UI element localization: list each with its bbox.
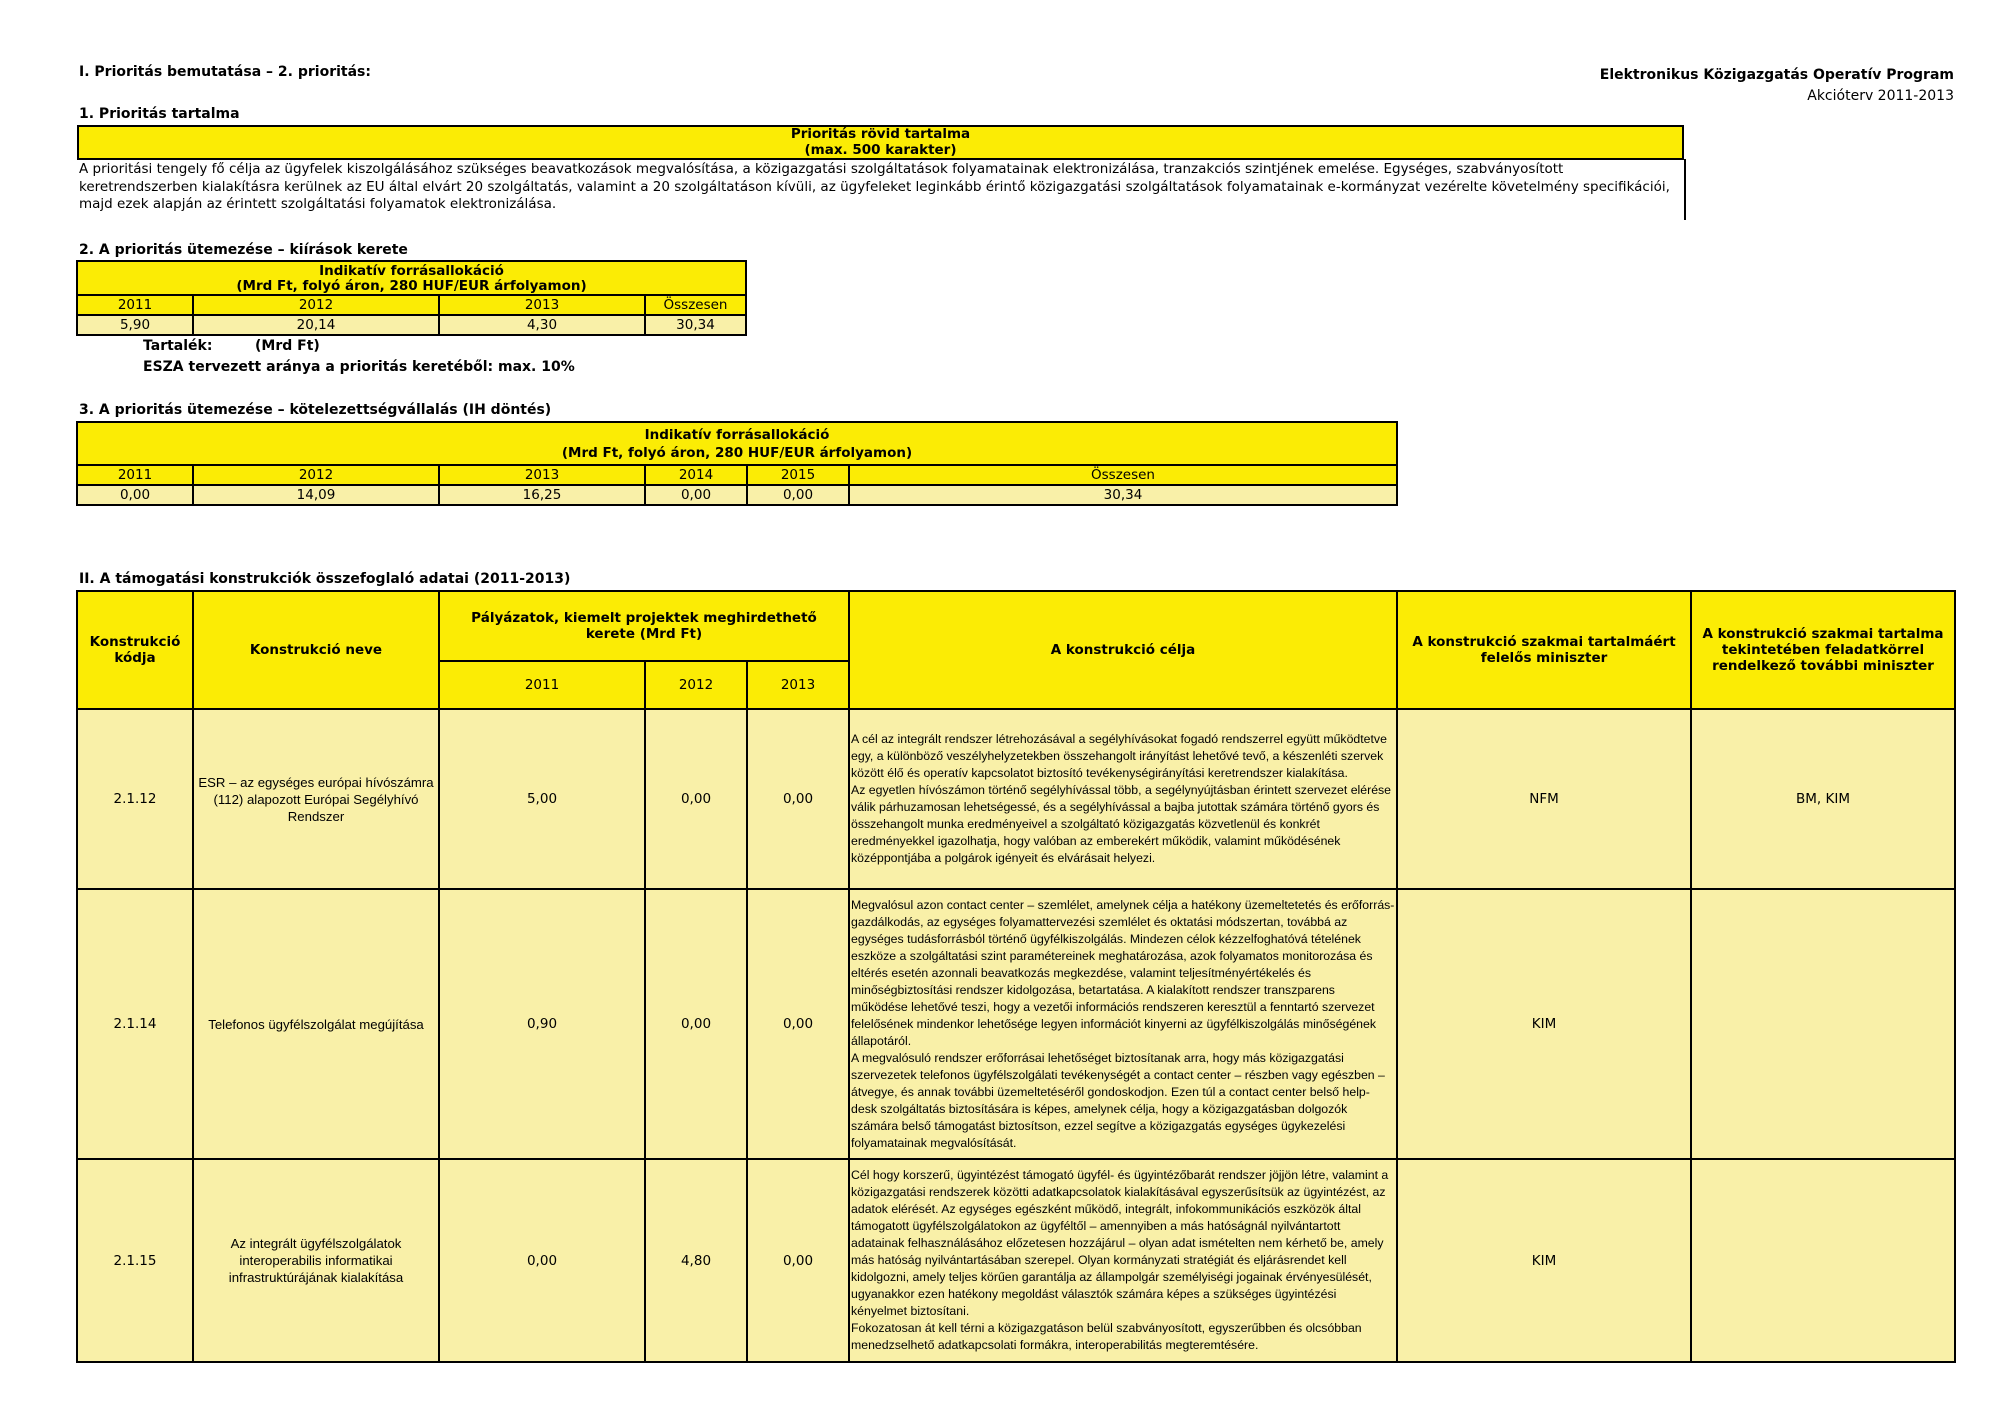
- row-value-2012: 4,80: [645, 1159, 747, 1362]
- header-cell: 2013: [439, 295, 645, 315]
- header-other-minister: A konstrukció szakmai tartalma tekintetében feladatkörrel rendelkező további miniszter: [1691, 591, 1955, 709]
- allocation-table-3: [76, 421, 1398, 506]
- value-cell: 30,34: [645, 315, 746, 335]
- row-goal: Cél hogy korszerű, ügyintézést támogató ügyfél- és ügyintézőbarát rendszer jöjjön létre, valamint a közigazgatási rendszerek közötti adatkapcsolatok kialakításával egyszerűsítsük az ügyintézést, az adatok elérését. Az egységes egészként működő, integrált, infokommunikációs eszközök által támogatott ügyfélszolgálatokon az ügyféltől – amennyiben a más hatóságnál nyilvántartott adatainak felhasználásához előzetesen hozzájárul – olyan adat ismételten nem kérhető be, amely más hatóság nyilvántartásában szerepel. Olyan kormányzati stratégiát és eljárásrendet kell kidolgozni, amely teljes körűen garantálja az állampolgár személyiségi jogainak érvényesülését, ugyanakkor ezen hatékony megoldást választók számára képes a szükséges ügyintézési kényelmet biztosítani. Fokozatosan át kell térni a közigazgatáson belül szabványosított, egyszerűbben és olcsóbban menedzselhető adatkapcsolati formákra, interoperabilitás megteremtésére.: [849, 1159, 1397, 1362]
- header-cell: 2015: [747, 465, 849, 485]
- row-value-2013: 0,00: [747, 709, 849, 889]
- row-value-2012: 0,00: [645, 889, 747, 1159]
- header-cell: 2014: [645, 465, 747, 485]
- row-value-2011: 0,00: [439, 1159, 645, 1362]
- reserve-unit: (Mrd Ft): [255, 338, 320, 354]
- value-cell: 5,90: [77, 315, 193, 335]
- value-cell: 30,34: [849, 485, 1397, 505]
- row-minister: KIM: [1397, 1159, 1691, 1362]
- construction-table: [76, 590, 1956, 1363]
- row-value-2013: 0,00: [747, 889, 849, 1159]
- row-minister: NFM: [1397, 709, 1691, 889]
- header-year-2013: 2013: [747, 661, 849, 709]
- allocation-table-2: [76, 260, 747, 336]
- value-cell: 20,14: [193, 315, 439, 335]
- allocation-table-3-header-row: [77, 465, 1397, 485]
- row-code: 2.1.12: [77, 709, 193, 889]
- value-cell: 0,00: [77, 485, 193, 505]
- header-cell: 2012: [193, 295, 439, 315]
- header-cell: 2013: [439, 465, 645, 485]
- header-cell: Összesen: [645, 295, 746, 315]
- row-other-minister: BM, KIM: [1691, 709, 1955, 889]
- row-value-2012: 0,00: [645, 709, 747, 889]
- row-code: 2.1.14: [77, 889, 193, 1159]
- row-value-2011: 5,00: [439, 709, 645, 889]
- priority-text: A prioritási tengely fő célja az ügyfelek kiszolgálásához szükséges beavatkozások megvalósítása, a közigazgatási szolgáltatások folyamatainak elektronizálása, tranzakciós szintjének emelése. Egységes, szabványosított keretrendszerben kialakításra kerülnek az EU által elvárt 20 szolgáltatás, valamint a 20 szolgáltatáson kívüli, az ügyfeleket leginkább érintő közigazgatási szolgáltatások folyamatainak e-kormányzat vezérelte követelmény specifikációi, majd ezek alapján az érintett szolgáltatási folyamatok elektronizálása.: [79, 161, 1670, 212]
- row-minister: KIM: [1397, 889, 1691, 1159]
- row-other-minister: [1691, 1159, 1955, 1362]
- allocation-table-3-title: Indikatív forrásallokáció: [644, 426, 830, 443]
- section3-title: 3. A prioritás ütemezése – kötelezettségvállalás (IH döntés): [79, 402, 552, 418]
- action-plan: Akcióterv 2011-2013: [1807, 88, 1954, 104]
- header-minister: A konstrukció szakmai tartalmáért felelős miniszter: [1397, 591, 1691, 709]
- allocation-table-3-value-row: [77, 485, 1397, 505]
- section1-title: 1. Prioritás tartalma: [79, 106, 240, 122]
- value-cell: 4,30: [439, 315, 645, 335]
- row-other-minister: [1691, 889, 1955, 1159]
- header-cell: Összesen: [849, 465, 1397, 485]
- allocation-table-2-value-row: [77, 315, 746, 335]
- row-goal: Megvalósul azon contact center – szemlélet, amelynek célja a hatékony üzemeltetetés és erőforrás-gazdálkodás, az egységes folyamattervezési szemlélet és oktatási módszertan, továbbá az egységes tudásforrásból történő ügyfélkiszolgálás. Mindezen célok kézzelfoghatóvá tételének eszköze a szolgáltatási szint paramétereinek meghatározása, azok folyamatos monitorozása és eltérés esetén azonnali beavatkozás megkezdése, valamint teljesítményértékelés és minőségbiztosítási rendszer kidolgozása, betartatása. A kialakított rendszer transzparens működése lehetővé teszi, hogy a vezetői információs rendszeren keresztül a fenntartó szervezet felelősének mindenkor lehetősége legyen információt kinyerni az ügyfélkiszolgálás minőségének állapotáról. A megvalósuló rendszer erőforrásai lehetőséget biztosítanak arra, hogy más közigazgatási szervezetek telefonos ügyfélszolgálati tevékenységét a contact center – részben vagy egészben – átvegye, és annak további üzemeltetéséről gondoskodjon. Ezen túl a contact center belső help-desk szolgáltatás biztosítására is képes, amelynek célja, hogy a közigazgatásban dolgozók számára belső támogatást biztosítson, ezzel segítve a közigazgatás egységes ügykezelési folyamatainak megvalósítását.: [849, 889, 1397, 1159]
- value-cell: 16,25: [439, 485, 645, 505]
- row-goal: A cél az integrált rendszer létrehozásával a segélyhívásokat fogadó rendszerrel együtt működtetve egy, a különböző veszélyhelyzetekben összehangolt irányítást lehetővé tevő, a készenléti szervek között élő és operatív kapcsolatot biztosító tevékenységirányítási keretrendszer kialakítása. Az egyetlen hívószámon történő segélyhívással több, a segélynyújtásban érintett szervezet elérése válik párhuzamosan lehetségessé, és a segélyhívással a bajba jutottak számára történő gyors és összehangolt munka eredményeivel a szolgáltató közigazgatás közvetlenül és konkrét eredményekkel igazolhatja, hogy valóban az emberekért működik, valamint működésének középpontjába a polgárok igényeit és elvárásait helyezi.: [849, 709, 1397, 889]
- program-name: Elektronikus Közigazgatás Operatív Program: [1599, 67, 1954, 83]
- row-name: Telefonos ügyfélszolgálat megújítása: [193, 889, 439, 1159]
- table-row: [77, 709, 1955, 889]
- header-year-2012: 2012: [645, 661, 747, 709]
- allocation-table-3-subtitle: (Mrd Ft, folyó áron, 280 HUF/EUR árfolyamon): [561, 444, 913, 461]
- allocation-table-2-title: Indikatív forrásallokáció: [319, 263, 504, 279]
- header-cell: 2012: [193, 465, 439, 485]
- sectionII-title: II. A támogatási konstrukciók összefoglaló adatai (2011-2013): [79, 571, 571, 587]
- priority-box-subtitle: (max. 500 karakter): [804, 141, 957, 158]
- row-name: Az integrált ügyfélszolgálatok interoperabilis informatikai infrastruktúrájának kialakítása: [193, 1159, 439, 1362]
- value-cell: 0,00: [645, 485, 747, 505]
- esza-note: ESZA tervezett aránya a prioritás keretéből: max. 10%: [143, 359, 575, 375]
- construction-table-header-row: [77, 591, 1955, 661]
- allocation-table-2-subtitle: (Mrd Ft, folyó áron, 280 HUF/EUR árfolyamon): [236, 278, 587, 294]
- header-name: Konstrukció neve: [193, 591, 439, 709]
- header-budget: Pályázatok, kiemelt projektek meghirdethető kerete (Mrd Ft): [439, 591, 849, 661]
- table-row: [77, 889, 1955, 1159]
- priority-box-border: [1684, 159, 1686, 220]
- row-value-2011: 0,90: [439, 889, 645, 1159]
- header-cell: 2011: [77, 465, 193, 485]
- value-cell: 14,09: [193, 485, 439, 505]
- section2-title: 2. A prioritás ütemezése – kiírások kerete: [79, 242, 408, 258]
- header-year-2011: 2011: [439, 661, 645, 709]
- row-name: ESR – az egységes európai hívószámra (112) alapozott Európai Segélyhívó Rendszer: [193, 709, 439, 889]
- reserve-label: Tartalék:: [143, 338, 213, 354]
- section-title: I. Prioritás bemutatása – 2. prioritás:: [79, 64, 371, 80]
- header-code: Konstrukció kódja: [77, 591, 193, 709]
- header-goal: A konstrukció célja: [849, 591, 1397, 709]
- priority-box-title: Prioritás rövid tartalma: [790, 126, 971, 142]
- row-code: 2.1.15: [77, 1159, 193, 1362]
- allocation-table-2-header-row: [77, 295, 746, 315]
- priority-box-header: [77, 125, 1684, 160]
- table-row: [77, 1159, 1955, 1362]
- header-cell: 2011: [77, 295, 193, 315]
- value-cell: 0,00: [747, 485, 849, 505]
- row-value-2013: 0,00: [747, 1159, 849, 1362]
